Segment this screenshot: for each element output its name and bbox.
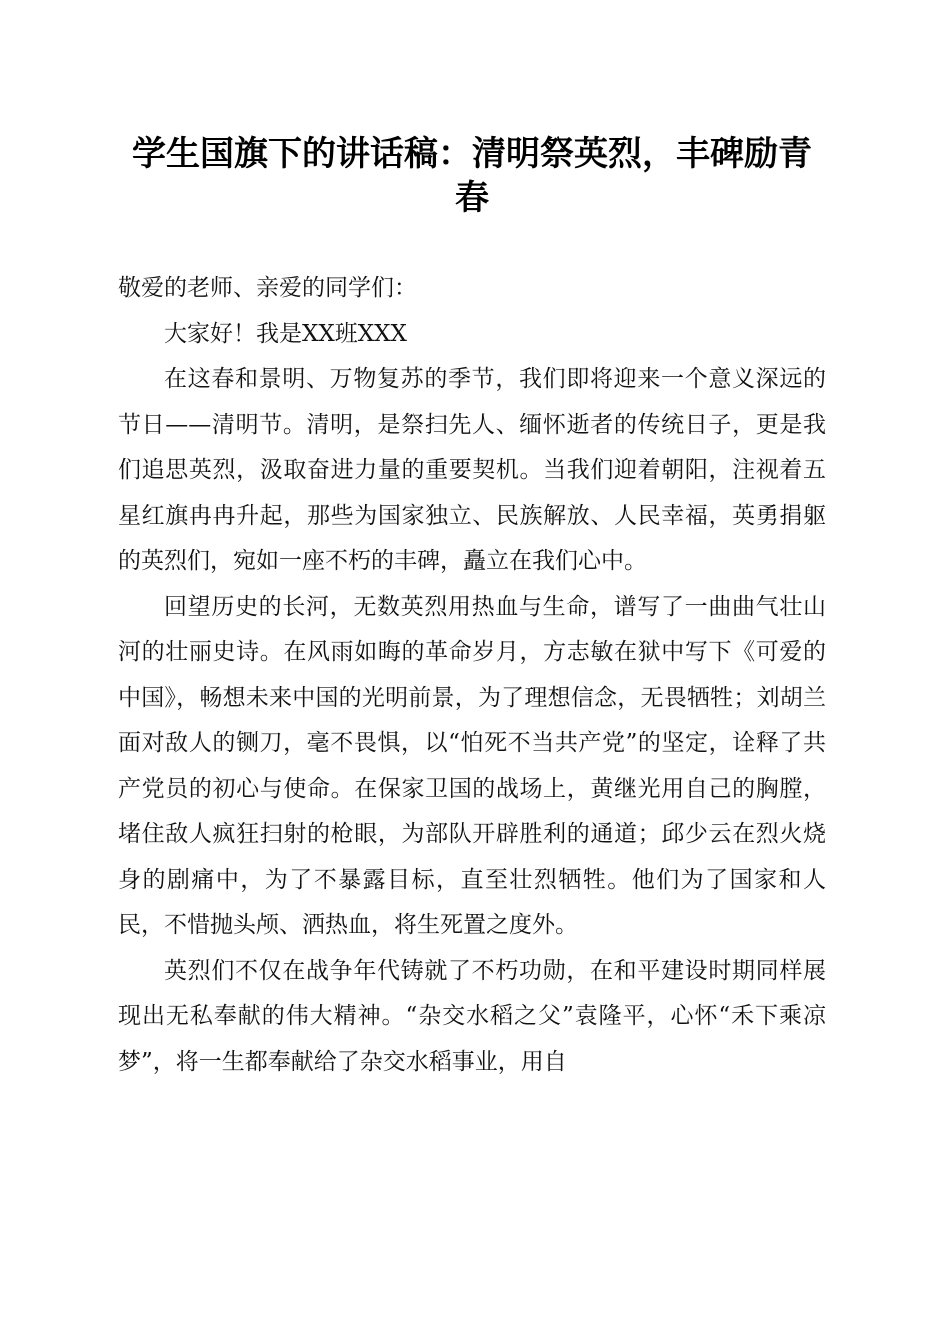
paragraph-history-heroes: 回望历史的长河，无数英烈用热血与生命，谱写了一曲曲气壮山河的壮丽史诗。在风雨如晦的革命岁月，方志敏在狱中写下《可爱的中国》，畅想未来中国的光明前景，为了理想信念，无畏牺牲；刘胡兰面对敌人的铡刀，毫不畏惧，以“怕死不当共产党”的坚定，诠释了共产党员的初心与使命。在保家卫国的战场上，黄继光用自己的胸膛，堵住敌人疯狂扫射的枪眼，为部队开辟胜利的通道；邱少云在烈火烧身的剧痛中，为了不暴露目标，直至壮烈牺牲。他们为了国家和人民，不惜抛头颅、洒热血，将生死置之度外。: [118, 593, 826, 938]
paragraph-greeting: 大家好！我是XX班XXX: [164, 320, 407, 347]
paragraph-peacetime-heroes: 英烈们不仅在战争年代铸就了不朽功勋，在和平建设时期同样展现出无私奉献的伟大精神。“杂交水稻之父”袁隆平，心怀“禾下乘凉梦”，将一生都奉献给了杂交水稻事业，用自: [118, 957, 826, 1075]
document-page: [118, 132, 826, 1085]
document-body: [118, 266, 826, 1085]
salutation: 敬爱的老师、亲爱的同学们：: [118, 275, 417, 301]
paragraph-qingming-intro: 在这春和景明、万物复苏的季节，我们即将迎来一个意义深远的节日——清明节。清明，是祭扫先人、缅怀逝者的传统日子，更是我们追思英烈，汲取奋进力量的重要契机。当我们迎着朝阳，注视着五星红旗冉冉升起，那些为国家独立、民族解放、人民幸福，英勇捐躯的英烈们，宛如一座不朽的丰碑，矗立在我们心中。: [118, 366, 826, 574]
document-title: 学生国旗下的讲话稿：清明祭英烈，丰碑励青春: [132, 134, 812, 218]
